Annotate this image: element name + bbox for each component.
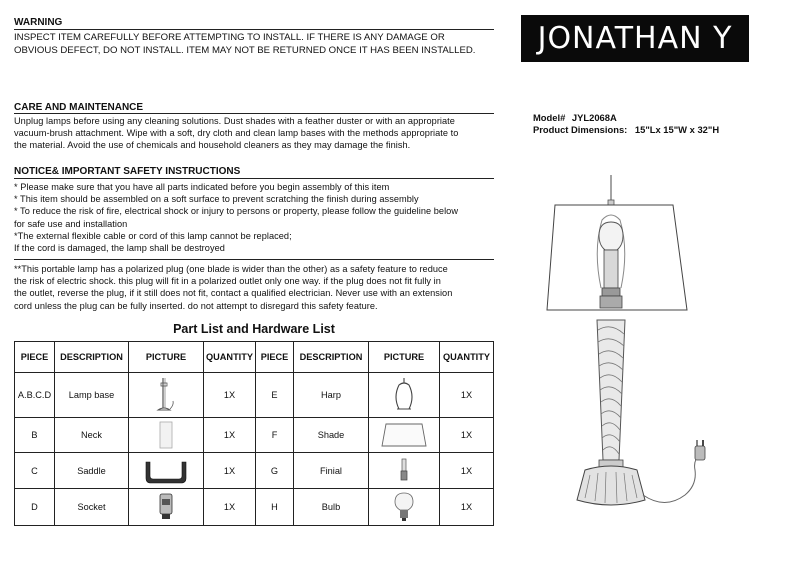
polarized-line: the outlet, reverse the plug, if it still does not fit, contact a qualified electrician. Never use with an extension [14, 288, 453, 299]
column-header: PIECE [15, 342, 55, 373]
care-line: the material. Avoid the use of chemicals and household cleaners as they may damage the finish. [14, 140, 411, 151]
lamp-column [597, 320, 625, 460]
care-text [14, 115, 514, 152]
polarized-line: cord unless the plug can be fully inserted. do not attempt to disregard this safety feature. [14, 300, 378, 311]
finial-icon [394, 456, 414, 486]
divider [14, 178, 494, 179]
lamp-base-icon [151, 375, 181, 415]
table-header-row [15, 342, 494, 373]
column-header: PICTURE [129, 342, 204, 373]
plug [695, 446, 705, 460]
polarized-line: **This portable lamp has a polarized plug (one blade is wider than the other) as a safety feature to reduce [14, 264, 448, 274]
picture-cell [369, 373, 440, 418]
model-number: JYL2068A [571, 112, 617, 123]
description-cell: Saddle [55, 453, 129, 489]
saddle-icon [141, 456, 191, 486]
warning-heading: WARNING [14, 17, 63, 28]
description-cell: Socket [55, 489, 129, 526]
bulb-icon [392, 491, 416, 523]
piece-cell: F [256, 418, 294, 453]
notice-line: * To reduce the risk of fire, electrical shock or injury to persons or property, please follow the guideline below [14, 206, 459, 217]
polarized-line: the risk of electric shock. this plug will fit in a polarized outlet only one way. if the plug does not fit fully in [14, 276, 441, 287]
picture-cell [369, 453, 440, 489]
notice-line: for safe use and installation [14, 218, 128, 229]
column-header: QUANTITY [204, 342, 256, 373]
table-row [15, 418, 494, 453]
dimensions-value: 15"Lx 15"W x 32"H [634, 124, 720, 135]
piece-cell: D [15, 489, 55, 526]
quantity-cell: 1X [440, 418, 494, 453]
quantity-cell: 1X [204, 373, 256, 418]
quantity-cell: 1X [204, 418, 256, 453]
description-cell: Lamp base [55, 373, 129, 418]
table-row [15, 453, 494, 489]
picture-cell [129, 373, 204, 418]
warning-text [14, 32, 514, 57]
socket-shape [604, 250, 618, 288]
notice-text [14, 181, 514, 254]
warning-line: OBVIOUS DEFECT, DO NOT INSTALL. ITEM MAY NOT BE RETURNED ONCE IT HAS BEEN INSTALLED. [14, 44, 476, 56]
table-row [15, 489, 494, 526]
quantity-cell: 1X [204, 453, 256, 489]
piece-cell: E [256, 373, 294, 418]
description-cell: Neck [55, 418, 129, 453]
piece-cell: C [15, 453, 55, 489]
warning-line: INSPECT ITEM CAREFULLY BEFORE ATTEMPTING TO INSTALL. IF THERE IS ANY DAMAGE OR [14, 32, 445, 43]
model-info [533, 112, 617, 125]
notice-line: * This item should be assembled on a soft surface to prevent scratching the finish during assembly [14, 194, 419, 205]
notice-line: *The external flexible cable or cord of this lamp cannot be replaced; [14, 230, 292, 241]
harp-icon [389, 375, 419, 415]
piece-cell: A.B.C.D [15, 373, 55, 418]
quantity-cell: 1X [440, 489, 494, 526]
polarized-text [14, 263, 514, 312]
quantity-cell: 1X [440, 453, 494, 489]
description-cell: Finial [294, 453, 369, 489]
dimensions-info [533, 124, 719, 137]
column-header: PICTURE [369, 342, 440, 373]
brand-logo: JONATHAN Y [521, 15, 749, 62]
bulb-shape [599, 222, 623, 250]
description-cell: Shade [294, 418, 369, 453]
model-label: Model# [533, 112, 566, 123]
shade-icon [379, 420, 429, 450]
divider [14, 29, 494, 30]
column-header: PIECE [256, 342, 294, 373]
notice-heading: NOTICE& IMPORTANT SAFETY INSTRUCTIONS [14, 166, 241, 177]
neck-icon [151, 419, 181, 451]
description-cell: Harp [294, 373, 369, 418]
lamp-illustration [545, 170, 725, 515]
picture-cell [369, 489, 440, 526]
divider [14, 113, 494, 114]
piece-cell: H [256, 489, 294, 526]
piece-cell: B [15, 418, 55, 453]
parts-title: Part List and Hardware List [173, 322, 335, 336]
quantity-cell: 1X [440, 373, 494, 418]
care-line: Unplug lamps before using any cleaning solutions. Dust shades with a feather duster or with an appropriate [14, 116, 455, 126]
picture-cell [129, 453, 204, 489]
picture-cell [369, 418, 440, 453]
care-heading: CARE AND MAINTENANCE [14, 102, 144, 113]
divider [14, 259, 494, 260]
column-header: DESCRIPTION [294, 342, 369, 373]
dimensions-label: Product Dimensions: [533, 124, 628, 135]
column-header: DESCRIPTION [55, 342, 129, 373]
notice-line: * Please make sure that you have all parts indicated before you begin assembly of this item [14, 182, 390, 192]
socket-icon [156, 491, 176, 523]
care-line: vacuum-brush attachment. Wipe with a soft, dry cloth and clean lamp bases with the methods appropriate to [14, 128, 459, 139]
description-cell: Bulb [294, 489, 369, 526]
quantity-cell: 1X [204, 489, 256, 526]
piece-cell: G [256, 453, 294, 489]
picture-cell [129, 489, 204, 526]
column-header: QUANTITY [440, 342, 494, 373]
lamp-base [577, 466, 645, 505]
picture-cell [129, 418, 204, 453]
table-row [15, 373, 494, 418]
power-cord [643, 455, 700, 503]
parts-table [14, 341, 494, 526]
notice-line: If the cord is damaged, the lamp shall be destroyed [14, 243, 225, 254]
